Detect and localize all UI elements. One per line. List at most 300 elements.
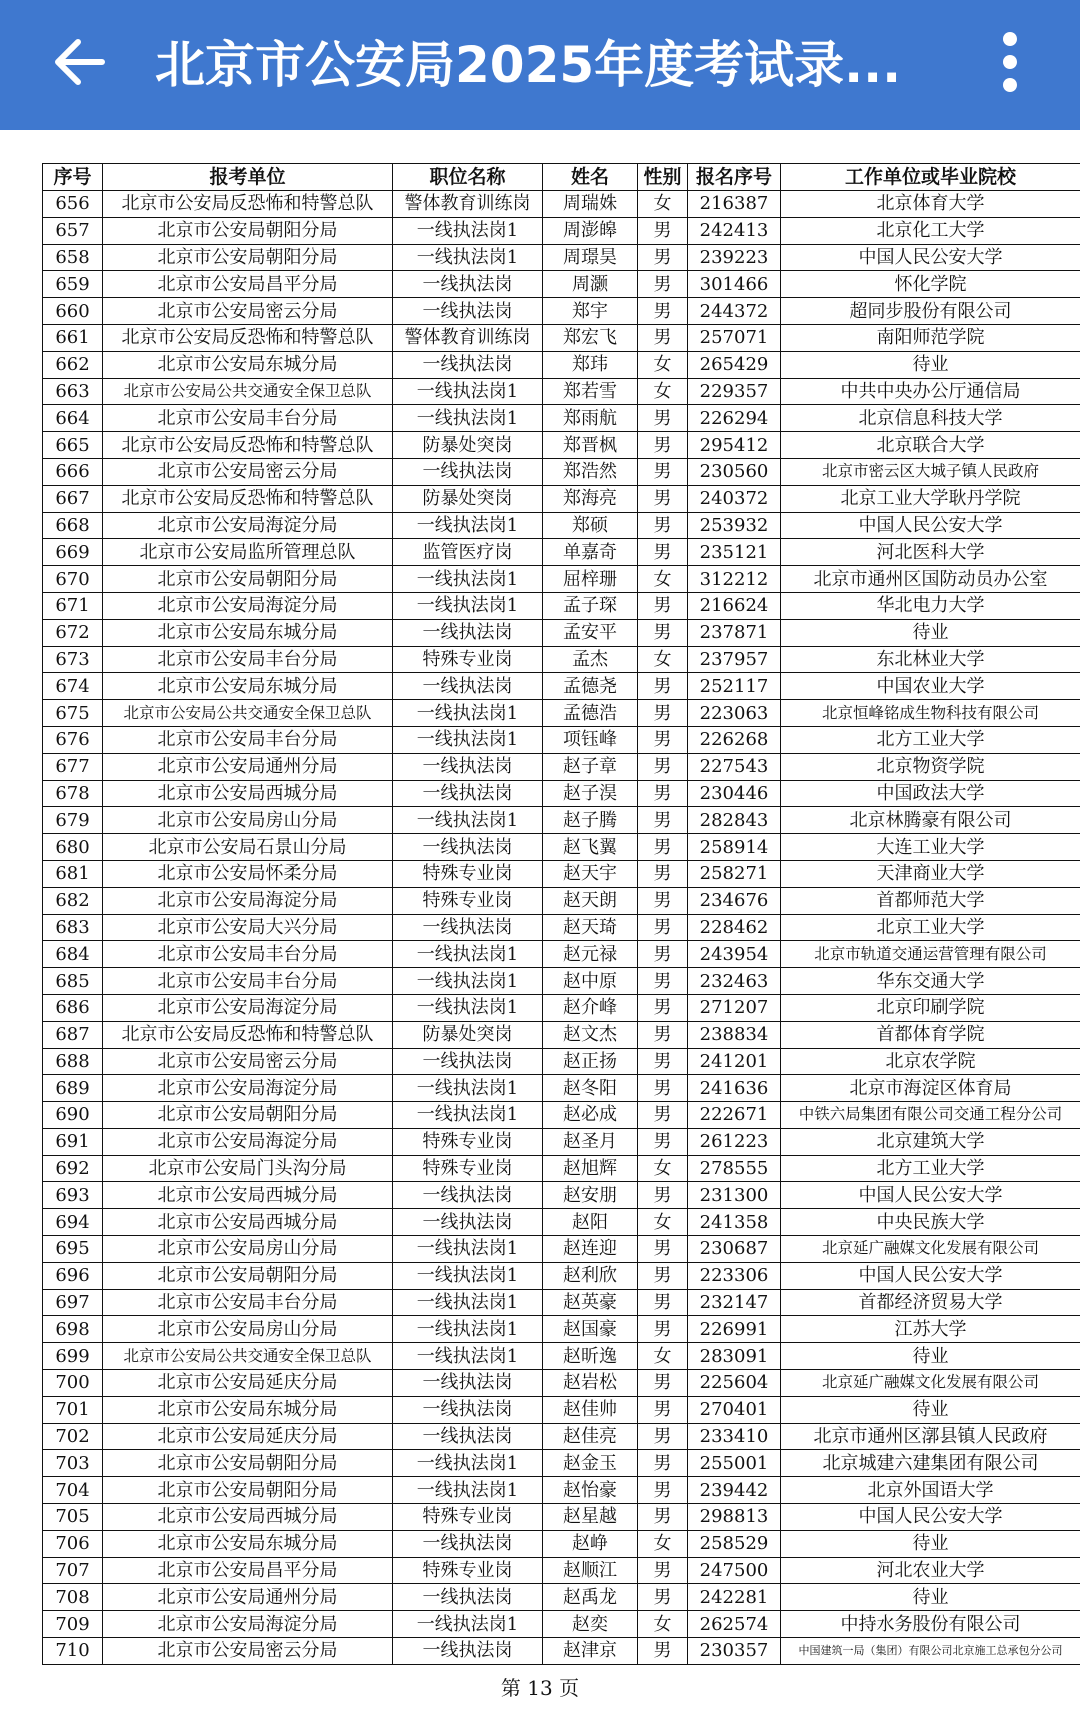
gender-cell: 男 xyxy=(638,1021,688,1048)
table-row xyxy=(43,432,1080,459)
position-cell: 一线执法岗 xyxy=(393,1584,543,1611)
reg-number-cell: 226294 xyxy=(688,405,781,432)
reg-number-cell: 239442 xyxy=(688,1477,781,1504)
reg-number-cell: 235121 xyxy=(688,539,781,566)
school-cell: 河北农业大学 xyxy=(781,1557,1080,1584)
school-cell: 北京市通州区国防动员办公室 xyxy=(781,566,1080,593)
gender-cell: 男 xyxy=(638,1289,688,1316)
name-cell: 周瑞姝 xyxy=(543,191,638,218)
reg-number-cell: 242413 xyxy=(688,217,781,244)
name-cell: 赵文杰 xyxy=(543,1021,638,1048)
position-cell: 警体教育训练岗 xyxy=(393,191,543,218)
table-row xyxy=(43,1450,1080,1477)
seq-cell: 682 xyxy=(43,887,103,914)
reg-number-cell: 282843 xyxy=(688,807,781,834)
position-cell: 一线执法岗1 xyxy=(393,217,543,244)
seq-cell: 691 xyxy=(43,1128,103,1155)
table-row xyxy=(43,1021,1080,1048)
header-cell: 职位名称 xyxy=(393,164,543,191)
gender-cell: 男 xyxy=(638,1423,688,1450)
seq-cell: 692 xyxy=(43,1155,103,1182)
position-cell: 一线执法岗 xyxy=(393,1530,543,1557)
unit-cell: 北京市公安局通州分局 xyxy=(103,753,393,780)
table-row xyxy=(43,807,1080,834)
gender-cell: 男 xyxy=(638,592,688,619)
gender-cell: 女 xyxy=(638,1209,688,1236)
position-cell: 一线执法岗1 xyxy=(393,566,543,593)
name-cell: 赵飞翼 xyxy=(543,834,638,861)
unit-cell: 北京市公安局海淀分局 xyxy=(103,1075,393,1102)
seq-cell: 670 xyxy=(43,566,103,593)
header-cell: 性别 xyxy=(638,164,688,191)
gender-cell: 男 xyxy=(638,753,688,780)
seq-cell: 698 xyxy=(43,1316,103,1343)
school-cell: 待业 xyxy=(781,1530,1080,1557)
school-cell: 中国人民公安大学 xyxy=(781,1182,1080,1209)
position-cell: 一线执法岗 xyxy=(393,1209,543,1236)
seq-cell: 667 xyxy=(43,485,103,512)
unit-cell: 北京市公安局西城分局 xyxy=(103,780,393,807)
reg-number-cell: 301466 xyxy=(688,271,781,298)
school-cell: 中国人民公安大学 xyxy=(781,1262,1080,1289)
seq-cell: 672 xyxy=(43,619,103,646)
reg-number-cell: 295412 xyxy=(688,432,781,459)
position-cell: 一线执法岗1 xyxy=(393,1075,543,1102)
seq-cell: 687 xyxy=(43,1021,103,1048)
reg-number-cell: 230560 xyxy=(688,458,781,485)
reg-number-cell: 216387 xyxy=(688,191,781,218)
school-cell: 中央民族大学 xyxy=(781,1209,1080,1236)
reg-number-cell: 241201 xyxy=(688,1048,781,1075)
reg-number-cell: 258529 xyxy=(688,1530,781,1557)
gender-cell: 女 xyxy=(638,1343,688,1370)
seq-cell: 694 xyxy=(43,1209,103,1236)
school-cell: 怀化学院 xyxy=(781,271,1080,298)
school-cell: 北京体育大学 xyxy=(781,191,1080,218)
position-cell: 一线执法岗1 xyxy=(393,1316,543,1343)
unit-cell: 北京市公安局朝阳分局 xyxy=(103,1262,393,1289)
name-cell: 赵天琦 xyxy=(543,914,638,941)
seq-cell: 659 xyxy=(43,271,103,298)
position-cell: 一线执法岗 xyxy=(393,834,543,861)
gender-cell: 女 xyxy=(638,646,688,673)
unit-cell: 北京市公安局西城分局 xyxy=(103,1504,393,1531)
name-cell: 郑海亮 xyxy=(543,485,638,512)
reg-number-cell: 270401 xyxy=(688,1396,781,1423)
table-row xyxy=(43,191,1080,218)
reg-number-cell: 226991 xyxy=(688,1316,781,1343)
school-cell: 北京工业大学耿丹学院 xyxy=(781,485,1080,512)
seq-cell: 697 xyxy=(43,1289,103,1316)
school-cell: 待业 xyxy=(781,351,1080,378)
unit-cell: 北京市公安局朝阳分局 xyxy=(103,217,393,244)
name-cell: 郑玮 xyxy=(543,351,638,378)
name-cell: 赵佳亮 xyxy=(543,1423,638,1450)
unit-cell: 北京市公安局东城分局 xyxy=(103,619,393,646)
table-row xyxy=(43,592,1080,619)
unit-cell: 北京市公安局监所管理总队 xyxy=(103,539,393,566)
seq-cell: 689 xyxy=(43,1075,103,1102)
gender-cell: 男 xyxy=(638,1262,688,1289)
unit-cell: 北京市公安局延庆分局 xyxy=(103,1370,393,1397)
unit-cell: 北京市公安局西城分局 xyxy=(103,1209,393,1236)
gender-cell: 男 xyxy=(638,244,688,271)
school-cell: 天津商业大学 xyxy=(781,860,1080,887)
school-cell: 北京外国语大学 xyxy=(781,1477,1080,1504)
unit-cell: 北京市公安局通州分局 xyxy=(103,1584,393,1611)
position-cell: 一线执法岗1 xyxy=(393,512,543,539)
unit-cell: 北京市公安局东城分局 xyxy=(103,351,393,378)
reg-number-cell: 242281 xyxy=(688,1584,781,1611)
name-cell: 赵旭辉 xyxy=(543,1155,638,1182)
name-cell: 郑硕 xyxy=(543,512,638,539)
gender-cell: 男 xyxy=(638,619,688,646)
position-cell: 一线执法岗1 xyxy=(393,994,543,1021)
seq-cell: 661 xyxy=(43,324,103,351)
reg-number-cell: 257071 xyxy=(688,324,781,351)
seq-cell: 695 xyxy=(43,1236,103,1263)
school-cell: 待业 xyxy=(781,1396,1080,1423)
reg-number-cell: 241636 xyxy=(688,1075,781,1102)
name-cell: 孟杰 xyxy=(543,646,638,673)
name-cell: 周璟昊 xyxy=(543,244,638,271)
table-row xyxy=(43,271,1080,298)
unit-cell: 北京市公安局丰台分局 xyxy=(103,646,393,673)
header-cell: 报名序号 xyxy=(688,164,781,191)
name-cell: 孟德浩 xyxy=(543,700,638,727)
name-cell: 赵岩松 xyxy=(543,1370,638,1397)
reg-number-cell: 312212 xyxy=(688,566,781,593)
school-cell: 南阳师范学院 xyxy=(781,324,1080,351)
unit-cell: 北京市公安局反恐怖和特警总队 xyxy=(103,324,393,351)
name-cell: 赵元禄 xyxy=(543,941,638,968)
seq-cell: 707 xyxy=(43,1557,103,1584)
table-row xyxy=(43,458,1080,485)
table-row xyxy=(43,539,1080,566)
table-row xyxy=(43,1530,1080,1557)
unit-cell: 北京市公安局怀柔分局 xyxy=(103,860,393,887)
seq-cell: 700 xyxy=(43,1370,103,1397)
gender-cell: 男 xyxy=(638,324,688,351)
position-cell: 一线执法岗1 xyxy=(393,807,543,834)
name-cell: 项钰峰 xyxy=(543,726,638,753)
position-cell: 一线执法岗1 xyxy=(393,1102,543,1129)
gender-cell: 男 xyxy=(638,405,688,432)
name-cell: 孟子琛 xyxy=(543,592,638,619)
name-cell: 赵安朋 xyxy=(543,1182,638,1209)
gender-cell: 男 xyxy=(638,1048,688,1075)
reg-number-cell: 243954 xyxy=(688,941,781,968)
school-cell: 北京市通州区漷县镇人民政府 xyxy=(781,1423,1080,1450)
table-row xyxy=(43,619,1080,646)
gender-cell: 男 xyxy=(638,887,688,914)
header-cell: 序号 xyxy=(43,164,103,191)
seq-cell: 706 xyxy=(43,1530,103,1557)
position-cell: 防暴处突岗 xyxy=(393,485,543,512)
reg-number-cell: 223306 xyxy=(688,1262,781,1289)
position-cell: 一线执法岗1 xyxy=(393,700,543,727)
app-bar xyxy=(0,0,1080,130)
gender-cell: 女 xyxy=(638,1155,688,1182)
table-row xyxy=(43,753,1080,780)
name-cell: 赵禹龙 xyxy=(543,1584,638,1611)
table-row xyxy=(43,1557,1080,1584)
reg-number-cell: 233410 xyxy=(688,1423,781,1450)
gender-cell: 男 xyxy=(638,539,688,566)
gender-cell: 男 xyxy=(638,1370,688,1397)
table-row xyxy=(43,860,1080,887)
reg-number-cell: 252117 xyxy=(688,673,781,700)
position-cell: 一线执法岗 xyxy=(393,673,543,700)
unit-cell: 北京市公安局丰台分局 xyxy=(103,968,393,995)
name-cell: 郑宏飞 xyxy=(543,324,638,351)
position-cell: 一线执法岗 xyxy=(393,914,543,941)
position-cell: 一线执法岗1 xyxy=(393,244,543,271)
position-cell: 一线执法岗 xyxy=(393,271,543,298)
table-row xyxy=(43,1477,1080,1504)
reg-number-cell: 253932 xyxy=(688,512,781,539)
position-cell: 一线执法岗1 xyxy=(393,1236,543,1263)
table-row xyxy=(43,968,1080,995)
seq-cell: 658 xyxy=(43,244,103,271)
gender-cell: 女 xyxy=(638,351,688,378)
name-cell: 单嘉奇 xyxy=(543,539,638,566)
position-cell: 一线执法岗1 xyxy=(393,378,543,405)
seq-cell: 708 xyxy=(43,1584,103,1611)
school-cell: 北京市轨道交通运营管理有限公司 xyxy=(781,941,1080,968)
unit-cell: 北京市公安局东城分局 xyxy=(103,1530,393,1557)
reg-number-cell: 234676 xyxy=(688,887,781,914)
unit-cell: 北京市公安局西城分局 xyxy=(103,1182,393,1209)
gender-cell: 男 xyxy=(638,1316,688,1343)
gender-cell: 男 xyxy=(638,1102,688,1129)
school-cell: 待业 xyxy=(781,1343,1080,1370)
page-number: 第 13 页 xyxy=(500,1676,580,1700)
table-row xyxy=(43,1262,1080,1289)
gender-cell: 男 xyxy=(638,834,688,861)
name-cell: 赵星越 xyxy=(543,1504,638,1531)
reg-number-cell: 232147 xyxy=(688,1289,781,1316)
reg-number-cell: 262574 xyxy=(688,1611,781,1638)
seq-cell: 688 xyxy=(43,1048,103,1075)
school-cell: 北京联合大学 xyxy=(781,432,1080,459)
reg-number-cell: 223063 xyxy=(688,700,781,727)
name-cell: 赵介峰 xyxy=(543,994,638,1021)
position-cell: 特殊专业岗 xyxy=(393,860,543,887)
reg-number-cell: 247500 xyxy=(688,1557,781,1584)
reg-number-cell: 241358 xyxy=(688,1209,781,1236)
school-cell: 北京印刷学院 xyxy=(781,994,1080,1021)
gender-cell: 男 xyxy=(638,1504,688,1531)
back-button[interactable] xyxy=(38,22,118,102)
seq-cell: 703 xyxy=(43,1450,103,1477)
position-cell: 一线执法岗1 xyxy=(393,726,543,753)
table-row xyxy=(43,994,1080,1021)
unit-cell: 北京市公安局朝阳分局 xyxy=(103,244,393,271)
table-row xyxy=(43,726,1080,753)
name-cell: 赵子腾 xyxy=(543,807,638,834)
name-cell: 赵佳帅 xyxy=(543,1396,638,1423)
name-cell: 周灏 xyxy=(543,271,638,298)
name-cell: 孟德尧 xyxy=(543,673,638,700)
position-cell: 一线执法岗 xyxy=(393,1638,543,1665)
table-row xyxy=(43,1370,1080,1397)
table-row xyxy=(43,217,1080,244)
gender-cell: 男 xyxy=(638,217,688,244)
reg-number-cell: 237957 xyxy=(688,646,781,673)
table-row xyxy=(43,1343,1080,1370)
position-cell: 一线执法岗 xyxy=(393,780,543,807)
table-row xyxy=(43,1236,1080,1263)
gender-cell: 男 xyxy=(638,298,688,325)
name-cell: 赵天宇 xyxy=(543,860,638,887)
reg-number-cell: 216624 xyxy=(688,592,781,619)
name-cell: 赵奕 xyxy=(543,1611,638,1638)
position-cell: 一线执法岗1 xyxy=(393,1477,543,1504)
unit-cell: 北京市公安局反恐怖和特警总队 xyxy=(103,485,393,512)
reg-number-cell: 230687 xyxy=(688,1236,781,1263)
gender-cell: 男 xyxy=(638,1477,688,1504)
unit-cell: 北京市公安局房山分局 xyxy=(103,1316,393,1343)
table-row xyxy=(43,1155,1080,1182)
seq-cell: 693 xyxy=(43,1182,103,1209)
reg-number-cell: 283091 xyxy=(688,1343,781,1370)
position-cell: 一线执法岗 xyxy=(393,1396,543,1423)
position-cell: 一线执法岗1 xyxy=(393,1262,543,1289)
document-page xyxy=(42,163,1080,1665)
position-cell: 一线执法岗 xyxy=(393,298,543,325)
seq-cell: 686 xyxy=(43,994,103,1021)
seq-cell: 668 xyxy=(43,512,103,539)
reg-number-cell: 255001 xyxy=(688,1450,781,1477)
school-cell: 东北林业大学 xyxy=(781,646,1080,673)
gender-cell: 男 xyxy=(638,1584,688,1611)
school-cell: 中国人民公安大学 xyxy=(781,512,1080,539)
arrow-left-icon xyxy=(50,37,106,87)
school-cell: 北京建筑大学 xyxy=(781,1128,1080,1155)
school-cell: 北京城建六建集团有限公司 xyxy=(781,1450,1080,1477)
name-cell: 赵峥 xyxy=(543,1530,638,1557)
position-cell: 特殊专业岗 xyxy=(393,887,543,914)
position-cell: 一线执法岗 xyxy=(393,1370,543,1397)
school-cell: 北京延广融媒文化发展有限公司 xyxy=(781,1370,1080,1397)
gender-cell: 男 xyxy=(638,1128,688,1155)
table-row xyxy=(43,298,1080,325)
unit-cell: 北京市公安局密云分局 xyxy=(103,458,393,485)
unit-cell: 北京市公安局密云分局 xyxy=(103,298,393,325)
reg-number-cell: 229357 xyxy=(688,378,781,405)
name-cell: 赵冬阳 xyxy=(543,1075,638,1102)
name-cell: 赵天朗 xyxy=(543,887,638,914)
name-cell: 赵连迎 xyxy=(543,1236,638,1263)
name-cell: 屈梓珊 xyxy=(543,566,638,593)
gender-cell: 男 xyxy=(638,485,688,512)
seq-cell: 671 xyxy=(43,592,103,619)
more-menu-button[interactable] xyxy=(985,22,1035,102)
reg-number-cell: 222671 xyxy=(688,1102,781,1129)
reg-number-cell: 258271 xyxy=(688,860,781,887)
position-cell: 一线执法岗1 xyxy=(393,1289,543,1316)
seq-cell: 683 xyxy=(43,914,103,941)
seq-cell: 665 xyxy=(43,432,103,459)
name-cell: 赵英豪 xyxy=(543,1289,638,1316)
gender-cell: 男 xyxy=(638,994,688,1021)
seq-cell: 696 xyxy=(43,1262,103,1289)
name-cell: 赵国豪 xyxy=(543,1316,638,1343)
seq-cell: 660 xyxy=(43,298,103,325)
page-title: 北京市公安局2025年度考试录... xyxy=(155,36,902,94)
more-vertical-icon xyxy=(1000,30,1020,94)
unit-cell: 北京市公安局公共交通安全保卫总队 xyxy=(103,700,393,727)
table-row xyxy=(43,1316,1080,1343)
position-cell: 一线执法岗 xyxy=(393,351,543,378)
school-cell: 北京信息科技大学 xyxy=(781,405,1080,432)
table-row xyxy=(43,941,1080,968)
position-cell: 一线执法岗1 xyxy=(393,1611,543,1638)
unit-cell: 北京市公安局房山分局 xyxy=(103,1236,393,1263)
position-cell: 特殊专业岗 xyxy=(393,646,543,673)
position-cell: 一线执法岗1 xyxy=(393,1343,543,1370)
table-row xyxy=(43,566,1080,593)
unit-cell: 北京市公安局海淀分局 xyxy=(103,994,393,1021)
gender-cell: 女 xyxy=(638,566,688,593)
unit-cell: 北京市公安局海淀分局 xyxy=(103,1611,393,1638)
table-row xyxy=(43,1102,1080,1129)
unit-cell: 北京市公安局丰台分局 xyxy=(103,726,393,753)
reg-number-cell: 265429 xyxy=(688,351,781,378)
unit-cell: 北京市公安局公共交通安全保卫总队 xyxy=(103,378,393,405)
table-row xyxy=(43,244,1080,271)
gender-cell: 男 xyxy=(638,1396,688,1423)
reg-number-cell: 232463 xyxy=(688,968,781,995)
seq-cell: 669 xyxy=(43,539,103,566)
unit-cell: 北京市公安局大兴分局 xyxy=(103,914,393,941)
gender-cell: 男 xyxy=(638,700,688,727)
gender-cell: 男 xyxy=(638,914,688,941)
unit-cell: 北京市公安局丰台分局 xyxy=(103,1289,393,1316)
seq-cell: 709 xyxy=(43,1611,103,1638)
header-cell: 姓名 xyxy=(543,164,638,191)
seq-cell: 656 xyxy=(43,191,103,218)
seq-cell: 664 xyxy=(43,405,103,432)
seq-cell: 676 xyxy=(43,726,103,753)
unit-cell: 北京市公安局反恐怖和特警总队 xyxy=(103,191,393,218)
school-cell: 中持水务股份有限公司 xyxy=(781,1611,1080,1638)
name-cell: 周澎皞 xyxy=(543,217,638,244)
seq-cell: 673 xyxy=(43,646,103,673)
name-cell: 赵圣月 xyxy=(543,1128,638,1155)
seq-cell: 680 xyxy=(43,834,103,861)
table-row xyxy=(43,405,1080,432)
position-cell: 一线执法岗1 xyxy=(393,941,543,968)
reg-number-cell: 238834 xyxy=(688,1021,781,1048)
reg-number-cell: 225604 xyxy=(688,1370,781,1397)
name-cell: 赵阳 xyxy=(543,1209,638,1236)
position-cell: 特殊专业岗 xyxy=(393,1128,543,1155)
table-row xyxy=(43,512,1080,539)
school-cell: 首都师范大学 xyxy=(781,887,1080,914)
seq-cell: 699 xyxy=(43,1343,103,1370)
table-row xyxy=(43,834,1080,861)
gender-cell: 男 xyxy=(638,1182,688,1209)
table-row xyxy=(43,1584,1080,1611)
table-row xyxy=(43,324,1080,351)
table-header-row xyxy=(43,164,1080,191)
reg-number-cell: 271207 xyxy=(688,994,781,1021)
unit-cell: 北京市公安局密云分局 xyxy=(103,1638,393,1665)
gender-cell: 女 xyxy=(638,191,688,218)
name-cell: 赵金玉 xyxy=(543,1450,638,1477)
